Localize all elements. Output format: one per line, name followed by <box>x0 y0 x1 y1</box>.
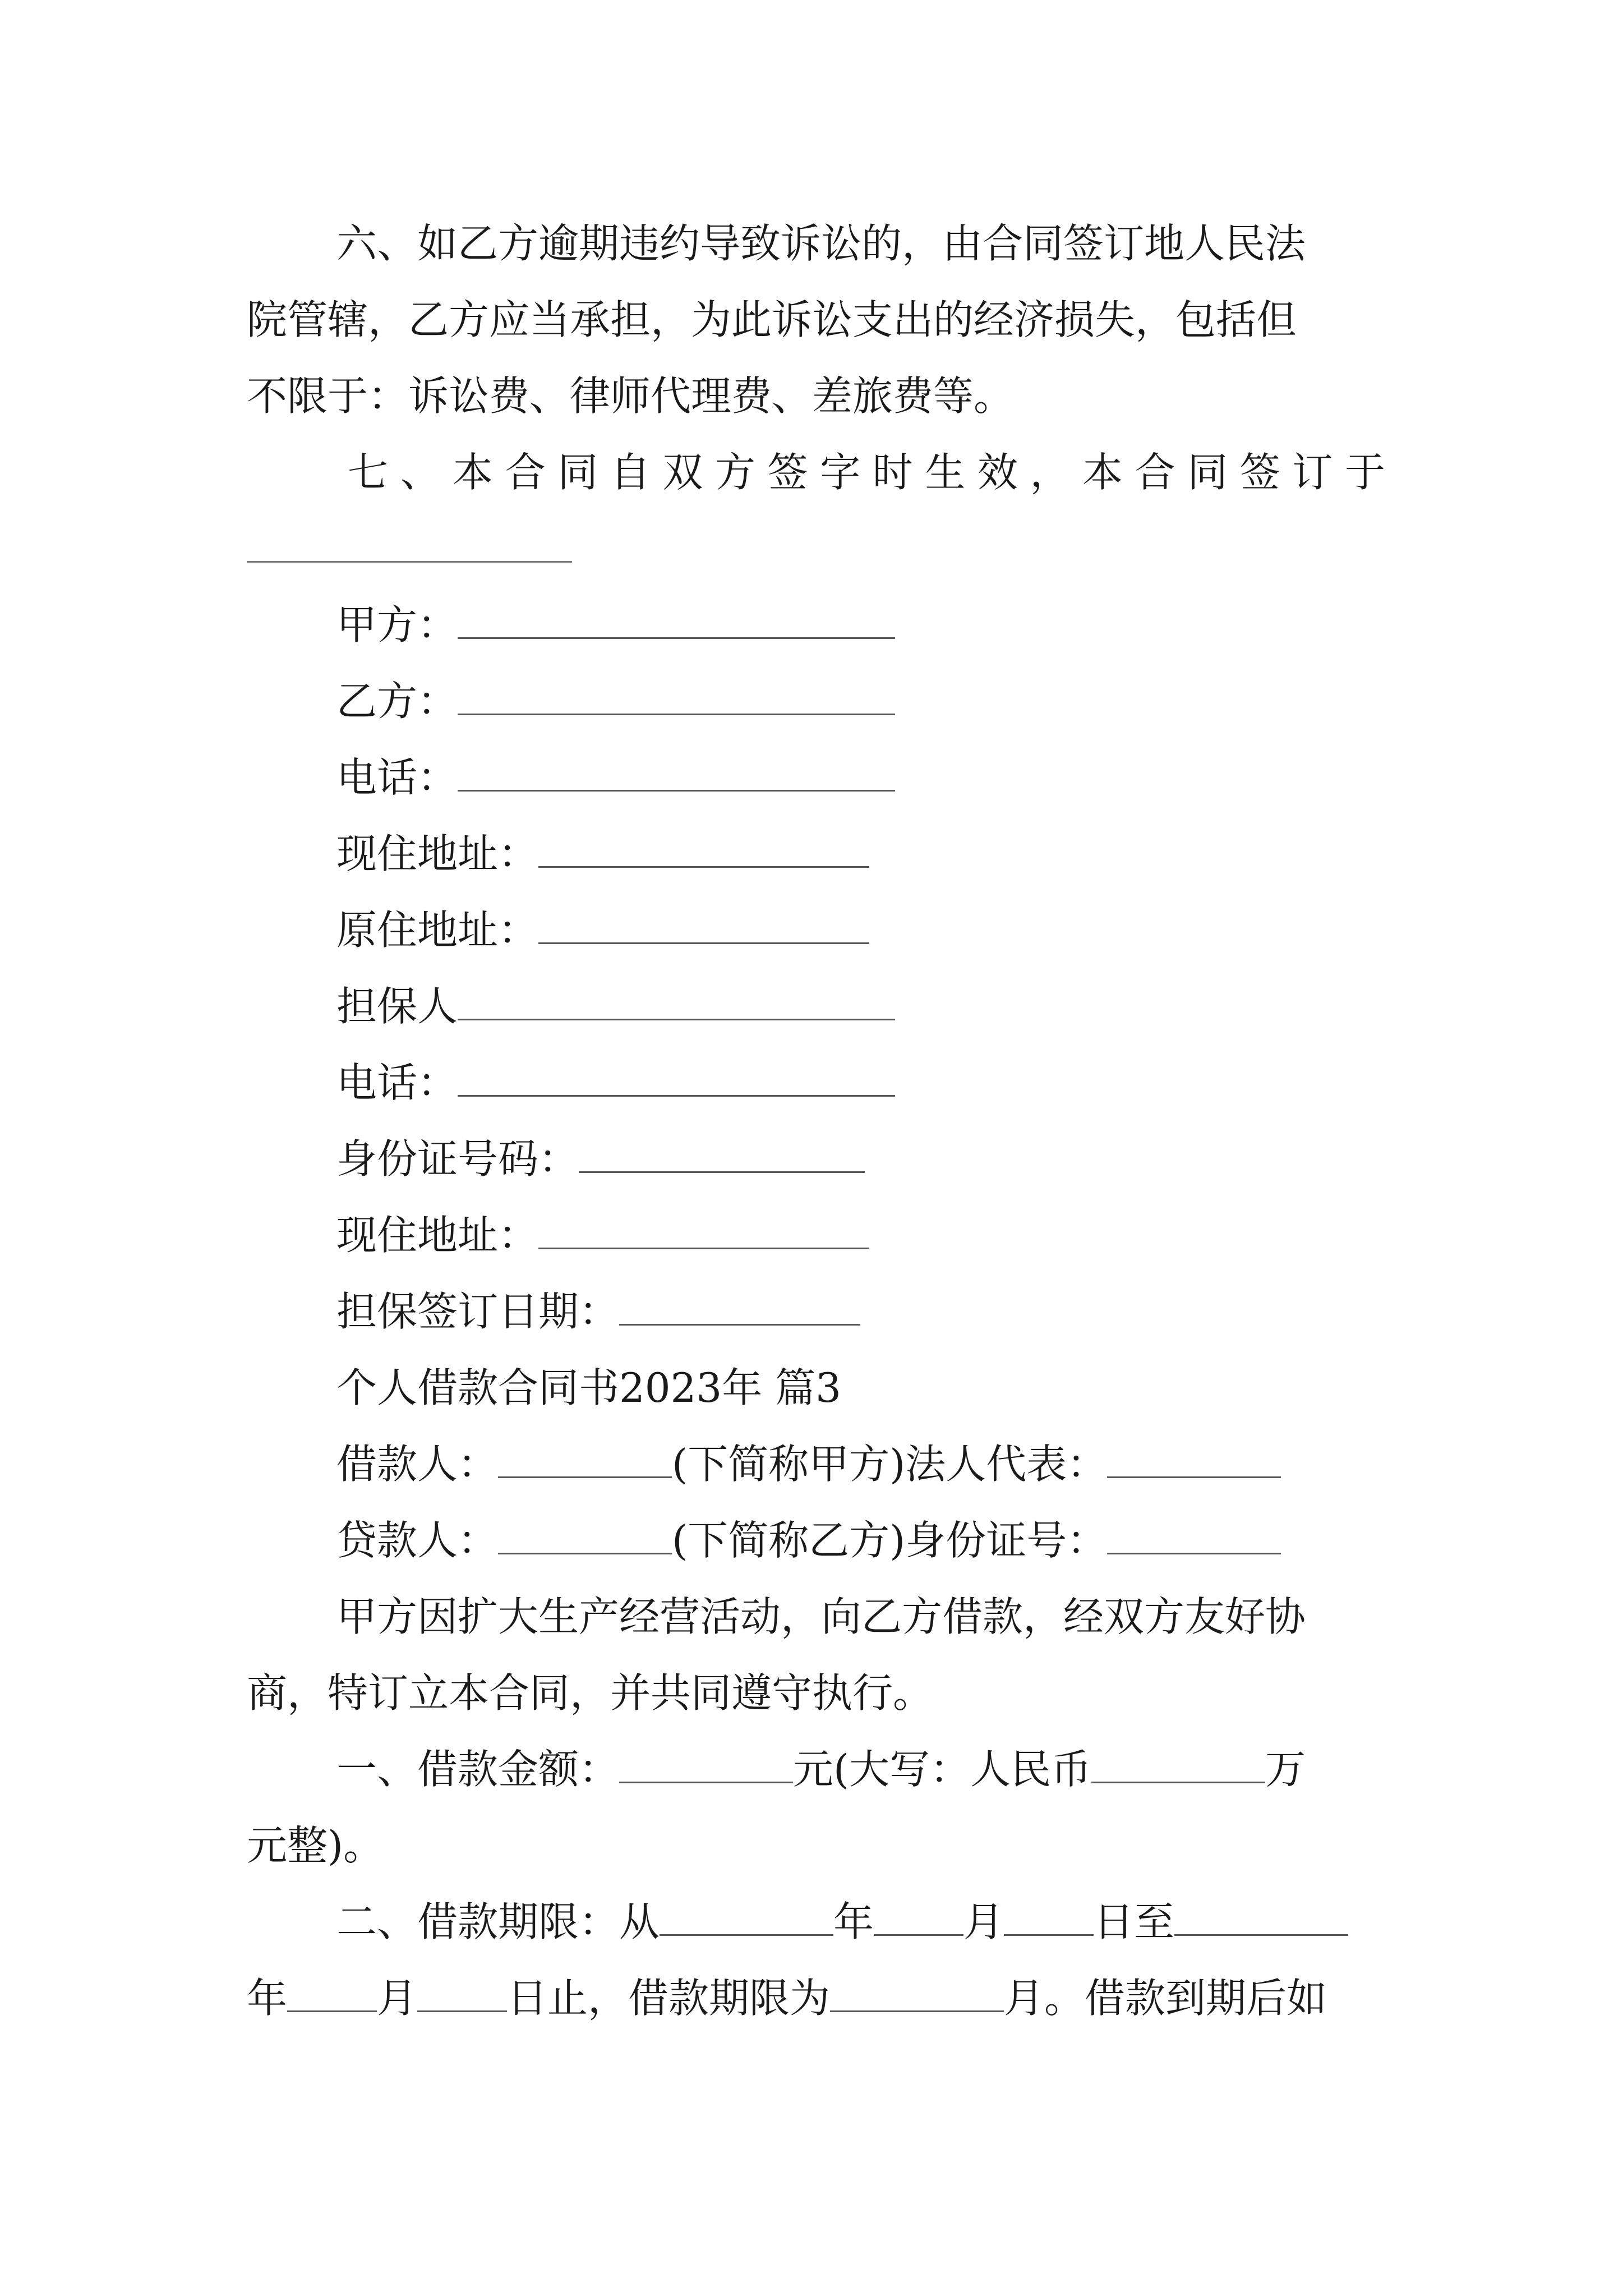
clause-seven-char: 合 <box>505 449 546 496</box>
guarantor-row <box>336 983 895 1030</box>
borrower-label: 借款人： <box>336 1441 499 1488</box>
clause-seven-char: 效 <box>977 449 1018 496</box>
former-address-label: 原住地址： <box>336 907 539 954</box>
clause-seven-char: 合 <box>1135 449 1175 496</box>
clause-seven-char: 订 <box>1292 449 1333 496</box>
party-a-blank <box>458 606 895 639</box>
clause-seven-char: 方 <box>715 449 756 496</box>
term-start-day-blank <box>1004 1903 1094 1936</box>
guarantee-date-blank <box>619 1292 860 1326</box>
clause-six-line2: 院管辖，乙方应当承担，为此诉讼支出的经济损失，包括但 <box>247 296 1297 343</box>
clause-seven-line <box>348 449 1385 496</box>
clause-seven-char: 、 <box>400 449 441 496</box>
term-end-year-blank <box>1174 1903 1348 1936</box>
party-b-blank <box>458 682 895 715</box>
term-months-blank <box>830 1979 1004 2012</box>
guarantee-date-label: 担保签订日期： <box>336 1288 620 1335</box>
term-row2 <box>247 1975 1327 2022</box>
party-b-row <box>336 678 895 725</box>
intro-line2: 商，特订立本合同，并共同遵守执行。 <box>247 1669 934 1717</box>
borrower-row <box>336 1441 1281 1488</box>
clause-seven-char: ， <box>1030 449 1071 496</box>
current-address2-blank <box>538 1216 869 1249</box>
section-heading: 个人借款合同书2023年 篇3 <box>336 1364 841 1411</box>
id-number-row <box>336 1135 865 1182</box>
term2-year: 年 <box>247 1975 288 2022</box>
clause-six-line1: 六、如乙方逾期违约导致诉讼的，由合同签订地人民法 <box>336 220 1306 267</box>
current-address2-row <box>336 1212 869 1259</box>
phone2-label: 电话： <box>336 1059 458 1106</box>
amount-mid: 元(大写：人民币 <box>793 1746 1092 1793</box>
amount-prefix: 一、借款金额： <box>336 1746 620 1793</box>
term-start-month-blank <box>874 1903 963 1936</box>
term-prefix: 二、借款期限：从 <box>336 1898 660 1945</box>
id-number-blank <box>579 1140 865 1173</box>
phone1-blank <box>458 758 895 792</box>
term-row <box>336 1898 1348 1945</box>
borrower-blank <box>498 1445 672 1478</box>
phone2-row <box>336 1059 895 1106</box>
legal-rep-blank <box>1107 1445 1281 1478</box>
guarantor-blank <box>458 987 895 1020</box>
clause-seven-char: 自 <box>610 449 651 496</box>
party-b-label: 乙方： <box>336 678 458 725</box>
id-number-label: 身份证号码： <box>336 1135 579 1182</box>
clause-seven-char: 双 <box>662 449 703 496</box>
lender-label: 贷款人： <box>336 1517 499 1564</box>
term-end-day-blank <box>417 1979 507 2012</box>
guarantee-date-row <box>336 1288 860 1335</box>
lender-row <box>336 1517 1281 1564</box>
borrower-note: (下简称甲方)法人代表： <box>672 1441 1108 1488</box>
amount-words-blank <box>1091 1750 1265 1783</box>
clause-seven-char: 本 <box>1082 449 1123 496</box>
amount-suffix: 万 <box>1265 1746 1306 1793</box>
phone1-row <box>336 754 895 801</box>
lender-id-blank <box>1107 1521 1281 1554</box>
phone2-blank <box>458 1064 895 1097</box>
lender-blank <box>498 1521 672 1554</box>
term2-month: 月 <box>377 1975 418 2022</box>
clause-seven-char: 于 <box>1344 449 1385 496</box>
clause-seven-char: 字 <box>820 449 861 496</box>
phone1-label: 电话： <box>336 754 458 801</box>
lender-note: (下简称乙方)身份证号： <box>672 1517 1108 1564</box>
party-a-row <box>336 601 895 648</box>
clause-seven-char: 签 <box>1239 449 1280 496</box>
current-address1-label: 现住地址： <box>336 830 539 877</box>
term2-end: 日止，借款期限为 <box>507 1975 831 2022</box>
current-address2-label: 现住地址： <box>336 1212 539 1259</box>
clause-seven-char: 时 <box>872 449 913 496</box>
term-start-year-blank <box>660 1903 833 1936</box>
amount-line2: 元整)。 <box>247 1822 384 1869</box>
amount-row <box>336 1746 1306 1793</box>
current-address1-blank <box>538 835 869 868</box>
former-address-blank <box>538 911 869 944</box>
guarantor-label: 担保人 <box>336 983 458 1030</box>
clause-seven-char: 本 <box>453 449 494 496</box>
date-signed-blank <box>247 561 572 563</box>
clause-seven-char: 签 <box>767 449 808 496</box>
current-address1-row <box>336 830 869 877</box>
term-end-month-blank <box>287 1979 377 2012</box>
clause-seven-char: 同 <box>557 449 598 496</box>
former-address-row <box>336 907 869 954</box>
clause-seven-char: 七 <box>348 449 389 496</box>
clause-six-line3: 不限于：诉讼费、律师代理费、差旅费等。 <box>247 372 1015 420</box>
amount-blank <box>619 1750 793 1783</box>
clause-seven-char: 同 <box>1187 449 1228 496</box>
party-a-label: 甲方： <box>336 601 458 648</box>
clause-seven-char: 生 <box>925 449 966 496</box>
intro-line1: 甲方因扩大生产经营活动，向乙方借款，经双方友好协 <box>336 1593 1306 1640</box>
term-month: 月 <box>963 1898 1004 1945</box>
term2-tail: 月。借款到期后如 <box>1004 1975 1327 2022</box>
term-day-to: 日至 <box>1094 1898 1175 1945</box>
term-year: 年 <box>833 1898 874 1945</box>
